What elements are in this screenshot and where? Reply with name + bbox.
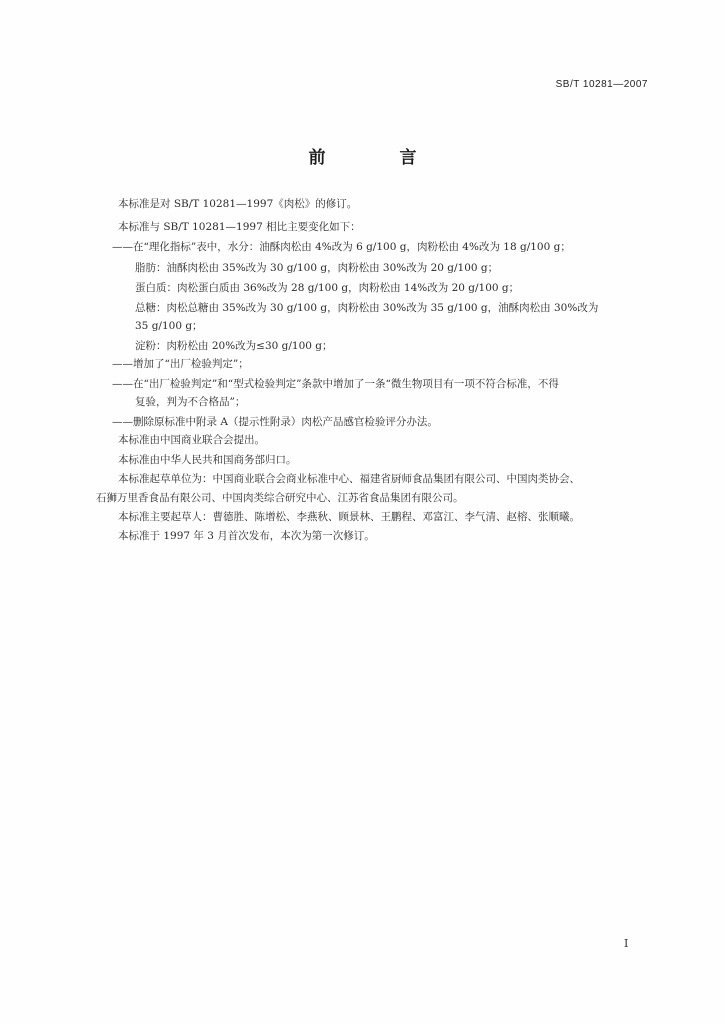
text-line: 脂肪：油酥肉松由 35%改为 30 g/100 g，肉粉松由 30%改为 20 g/100 g；	[135, 262, 499, 274]
text-line: 本标准由中国商业联合会提出。	[118, 434, 265, 446]
text-line: 淀粉：肉粉松由 20%改为≤30 g/100 g；	[135, 340, 333, 352]
text-line: 本标准于 1997 年 3 月首次发布，本次为第一次修订。	[118, 530, 375, 542]
text-line: 35 g/100 g；	[135, 320, 203, 332]
text-line: ——删除原标准中附录 A（提示性附录）肉松产品感官检验评分办法。	[112, 416, 438, 428]
text-line: ——在“理化指标”表中，水分：油酥肉松由 4%改为 6 g/100 g，肉粉松由 4%改为 18 g/100 g；	[112, 241, 571, 253]
text-line: 复验，判为不合格品”；	[135, 396, 246, 408]
text-line: 石狮万里香食品有限公司、中国肉类综合研究中心、江苏省食品集团有限公司。	[96, 492, 464, 504]
standard-code: SB/T 10281—2007	[555, 79, 648, 90]
text-line: 本标准起草单位为：中国商业联合会商业标准中心、福建省厨师食品集团有限公司、中国肉类协会、	[118, 473, 580, 485]
text-line: 总糖：肉松总糖由 35%改为 30 g/100 g，肉粉松由 30%改为 35 g/100 g，油酥肉松由 30%改为	[135, 302, 599, 314]
page-title: 前 言	[308, 148, 451, 168]
text-line: 本标准由中华人民共和国商务部归口。	[118, 454, 297, 466]
text-line: 本标准与 SB/T 10281—1997 相比主要变化如下：	[118, 221, 361, 233]
text-line: 本标准主要起草人：曹德胜、陈增松、李燕秋、顾景林、王鹏程、邓富江、李气清、赵榕、张顺曦。	[118, 511, 580, 523]
page-number: I	[624, 937, 629, 950]
text-line: 本标准是对 SB/T 10281—1997《肉松》的修订。	[118, 198, 358, 210]
text-line: 蛋白质：肉松蛋白质由 36%改为 28 g/100 g，肉粉松由 14%改为 20 g/100 g；	[135, 282, 520, 294]
text-line: ——增加了“出厂检验判定”；	[112, 358, 249, 370]
text-line: ——在“出厂检验判定”和“型式检验判定”条款中增加了一条“微生物项目有一项不符合标准，不得	[112, 378, 559, 390]
